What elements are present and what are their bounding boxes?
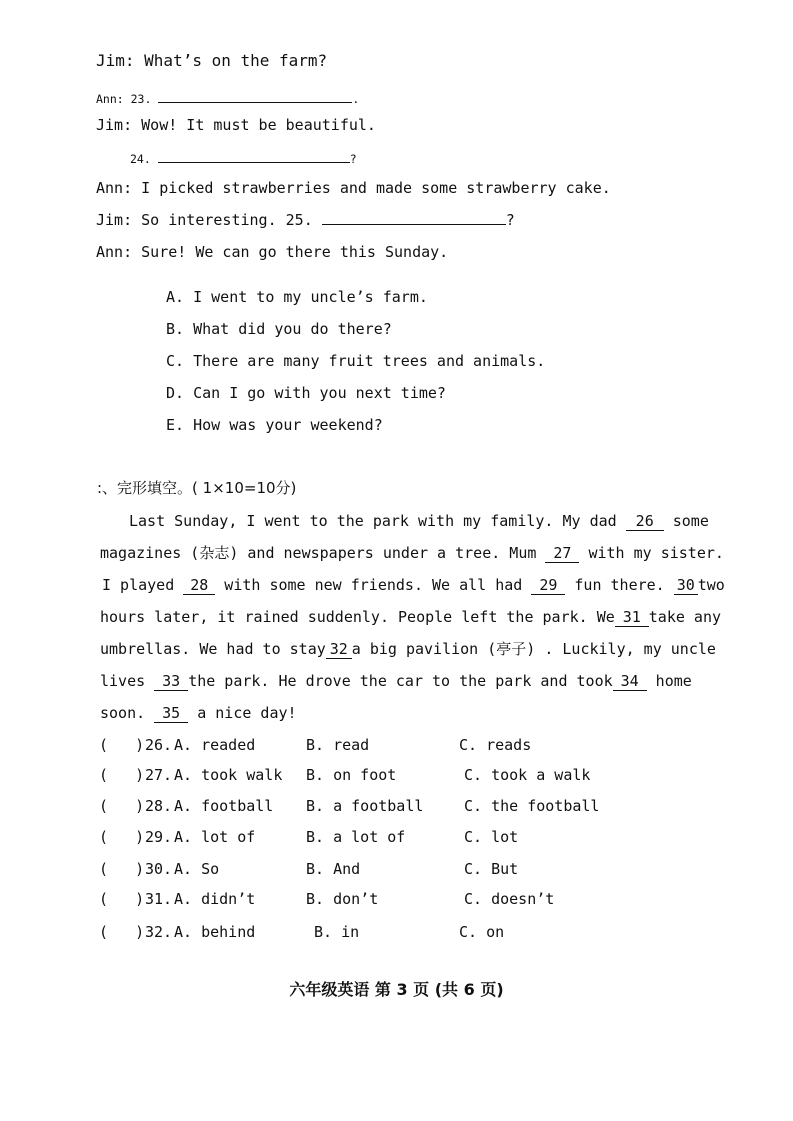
passage-line-1 <box>129 512 709 531</box>
passage-text: with my sister. <box>579 544 724 562</box>
passage-text: with some new friends. We all had <box>215 576 532 594</box>
option-d <box>166 384 446 402</box>
option-letter: D. <box>166 384 185 402</box>
answer-paren[interactable]: ( ) <box>99 860 145 878</box>
choice-a: A. readed <box>174 736 256 754</box>
passage-line-4 <box>100 608 721 627</box>
question-number: 27. <box>145 766 173 784</box>
passage-text: two <box>697 576 725 594</box>
option-text: I went to my uncle’s farm. <box>193 288 428 306</box>
choice-c: C. But <box>464 860 519 878</box>
passage-text: home <box>646 672 692 690</box>
dialogue-line-1: Jim: What’s on the farm? <box>96 51 328 70</box>
passage-text: fun there. <box>565 576 674 594</box>
answer-paren[interactable]: ( ) <box>99 890 145 908</box>
option-letter: C. <box>166 352 185 370</box>
choice-b: B. don’t <box>306 890 379 908</box>
choice-b: B. a football <box>306 797 424 815</box>
option-b <box>166 320 392 338</box>
choice-a: A. So <box>174 860 220 878</box>
choice-a: A. behind <box>174 923 256 941</box>
cloze-blank-31[interactable]: 31 <box>615 608 649 627</box>
option-text: There are many fruit trees and animals. <box>193 352 546 370</box>
cloze-blank-26[interactable]: 26 <box>626 512 664 531</box>
passage-line-2 <box>100 544 724 563</box>
choice-b: B. in <box>314 923 360 941</box>
passage-text: some <box>663 512 709 530</box>
option-text: Can I go with you next time? <box>193 384 446 402</box>
question-number: 31. <box>145 890 173 908</box>
option-letter: B. <box>166 320 185 338</box>
dialogue-line-4-prefix: 24. <box>130 152 158 166</box>
choice-b: B. read <box>306 736 370 754</box>
choice-c: C. took a walk <box>464 766 591 784</box>
dialogue-line-7: Ann: Sure! We can go there this Sunday. <box>96 243 449 261</box>
dialogue-line-4 <box>130 148 357 168</box>
passage-text: a big pavilion (亭子) . Luckily, my uncle <box>351 640 716 658</box>
option-e <box>166 416 383 434</box>
choice-a: A. took walk <box>174 766 283 784</box>
choice-a: A. lot of <box>174 828 256 846</box>
option-text: How was your weekend? <box>193 416 383 434</box>
cloze-blank-30[interactable]: 30 <box>674 576 698 595</box>
cloze-blank-34[interactable]: 34 <box>613 672 647 691</box>
question-number: 26. <box>145 736 173 754</box>
passage-text: hours later, it rained suddenly. People left the park. We <box>100 608 615 626</box>
cloze-blank-33[interactable]: 33 <box>154 672 188 691</box>
answer-paren[interactable]: ( ) <box>99 736 145 754</box>
choice-b: B. on foot <box>306 766 397 784</box>
cloze-blank-32[interactable]: 32 <box>326 640 352 659</box>
passage-text: Last Sunday, I went to the park with my family. My dad <box>129 512 626 530</box>
answer-blank-25[interactable] <box>322 210 506 225</box>
dialogue-line-6 <box>96 210 515 229</box>
answer-blank-23[interactable] <box>158 88 352 103</box>
choice-a: A. didn’t <box>174 890 256 908</box>
section-heading-cloze: :、完形填空。( 1×10=10分) <box>97 479 297 497</box>
choice-c: C. doesn’t <box>464 890 555 908</box>
dialogue-line-2-suffix: . <box>352 92 360 106</box>
dialogue-line-3: Jim: Wow! It must be beautiful. <box>96 116 376 134</box>
choice-c: C. on <box>459 923 505 941</box>
choice-c: C. the football <box>464 797 600 815</box>
answer-paren[interactable]: ( ) <box>99 797 145 815</box>
question-number: 28. <box>145 797 173 815</box>
cloze-blank-29[interactable]: 29 <box>531 576 565 595</box>
passage-line-3 <box>102 576 725 595</box>
dialogue-line-4-suffix: ? <box>349 152 357 166</box>
option-a <box>166 288 428 306</box>
question-number: 29. <box>145 828 173 846</box>
dialogue-line-2 <box>96 88 359 108</box>
choice-b: B. a lot of <box>306 828 406 846</box>
option-letter: A. <box>166 288 185 306</box>
question-number: 30. <box>145 860 173 878</box>
passage-text: magazines (杂志) and newspapers under a tree. Mum <box>100 544 546 562</box>
choice-a: A. football <box>174 797 274 815</box>
answer-paren[interactable]: ( ) <box>99 766 145 784</box>
option-text: What did you do there? <box>193 320 392 338</box>
dialogue-line-2-prefix: Ann: 23. <box>96 92 159 106</box>
passage-text: soon. <box>100 704 155 722</box>
passage-text: the park. He drove the car to the park and took <box>188 672 613 690</box>
cloze-blank-27[interactable]: 27 <box>545 544 579 563</box>
dialogue-line-5: Ann: I picked strawberries and made some strawberry cake. <box>96 179 611 197</box>
passage-text: I played <box>102 576 184 594</box>
choice-c: C. reads <box>459 736 532 754</box>
passage-line-7 <box>100 704 297 723</box>
answer-blank-24[interactable] <box>158 148 350 163</box>
option-c <box>166 352 545 370</box>
passage-text: umbrellas. We had to stay <box>100 640 326 658</box>
passage-text: a nice day! <box>188 704 297 722</box>
choice-b: B. And <box>306 860 361 878</box>
passage-text: lives <box>100 672 155 690</box>
option-letter: E. <box>166 416 185 434</box>
passage-line-5 <box>100 640 716 659</box>
answer-paren[interactable]: ( ) <box>99 923 145 941</box>
passage-text: take any <box>648 608 722 626</box>
answer-paren[interactable]: ( ) <box>99 828 145 846</box>
cloze-blank-28[interactable]: 28 <box>183 576 215 595</box>
dialogue-line-6-prefix: Jim: So interesting. 25. <box>96 211 322 229</box>
page-footer: 六年级英语 第 3 页 (共 6 页) <box>289 980 504 999</box>
passage-line-6 <box>100 672 692 691</box>
dialogue-line-6-suffix: ? <box>505 211 515 229</box>
cloze-blank-35[interactable]: 35 <box>154 704 188 723</box>
choice-c: C. lot <box>464 828 519 846</box>
question-number: 32. <box>145 923 173 941</box>
